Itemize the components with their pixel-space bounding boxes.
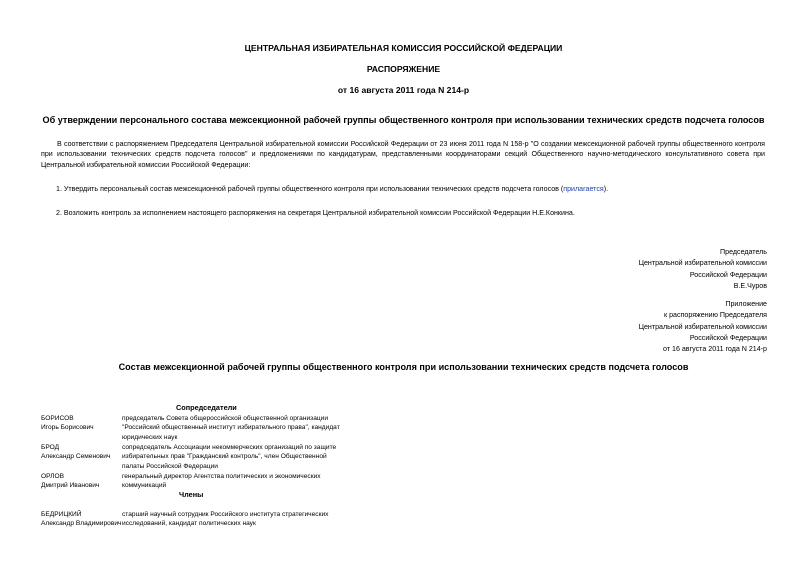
member-given-name: Александр Владимирович <box>41 520 122 528</box>
member-description: старший научный сотрудник Российского института стратегических исследований, кандидат политических наук <box>122 511 329 528</box>
member-description: сопредседатель Ассоциации некоммерческих организаций по защите избирательных прав "Гражданский контроль", член Общественной палаты Российской Федерации <box>122 444 337 470</box>
appendix-date: от 16 августа 2011 года N 214-р <box>662 345 767 354</box>
member-name <box>41 472 125 491</box>
member-given-name: Дмитрий Иванович <box>41 482 100 490</box>
member-name <box>41 510 125 529</box>
commission-name: ЦЕНТРАЛЬНАЯ ИЗБИРАТЕЛЬНАЯ КОМИССИЯ РОССИЙСКОЙ ФЕДЕРАЦИИ <box>244 43 563 53</box>
intro-paragraph: В соответствии с распоряжением Председателя Центральной избирательной комиссии Российской Федерации от 23 июня 2011 года N 158-р "О создании межсекционной рабочей группы общественного контроля при использовании технических средств подсчета голосов" и предложениями по кандидатурам, представленными координаторами секций Общественного научно-методического консультативного совета при Центральной избирательной комиссии Российской Федерации: <box>41 140 765 169</box>
order-item-2: 2. Возложить контроль за исполнением настоящего распоряжения на секретаря Центральной избирательной комиссии Российской Федерации Н.Е.Конкина. <box>56 209 575 217</box>
member-given-name: Игорь Борисович <box>41 424 94 432</box>
member-name <box>41 414 125 433</box>
appendix-organization: Центральной избирательной комиссии <box>638 322 767 331</box>
member-surname: БРОД <box>41 444 60 451</box>
signature-name: В.Е.Чуров <box>733 281 767 290</box>
appendix-label: Приложение <box>725 300 767 308</box>
member-surname: ОРЛОВ <box>41 473 65 480</box>
member-given-name: Александр Семенович <box>41 453 111 461</box>
member-name <box>41 443 125 462</box>
document-type: РАСПОРЯЖЕНИЕ <box>366 64 441 74</box>
members-heading: Члены <box>179 490 204 499</box>
appendix-link[interactable]: прилагается <box>563 185 604 193</box>
signature-block <box>639 247 767 292</box>
cochairs-heading: Сопредседатели <box>176 403 237 412</box>
signature-position: Председатель <box>720 248 767 256</box>
order-item-1 <box>56 184 608 194</box>
order-item-1-text: 1. Утвердить персональный состав межсекционной рабочей группы общественного контроля при использовании технических средств подсчета голосов ( <box>56 185 564 193</box>
member-description: председатель Совета общероссийской общественной организации "Российский общественный институт избирательного права", кандидат юридических наук <box>122 415 340 441</box>
member-surname: БОРИСОВ <box>41 415 74 422</box>
signature-country: Российской Федерации <box>689 270 767 279</box>
document-date-number: от 16 августа 2011 года N 214-р <box>337 85 470 95</box>
appendix-country: Российской Федерации <box>689 333 767 342</box>
composition-title: Состав межсекционной рабочей группы общественного контроля при использовании технических средств подсчета голосов <box>118 362 689 372</box>
order-item-1-end: ). <box>603 185 609 193</box>
signature-organization: Центральной избирательной комиссии <box>638 259 767 268</box>
appendix-block <box>639 299 767 355</box>
member-surname: БЕДРИЦКИЙ <box>41 511 82 518</box>
document-title: Об утверждении персонального состава межсекционной рабочей группы общественного контроля при использовании технических средств подсчета голосов <box>42 115 765 125</box>
appendix-ref: к распоряжению Председателя <box>664 311 767 320</box>
member-description: генеральный директор Агентства политических и экономических коммуникаций <box>122 473 321 490</box>
